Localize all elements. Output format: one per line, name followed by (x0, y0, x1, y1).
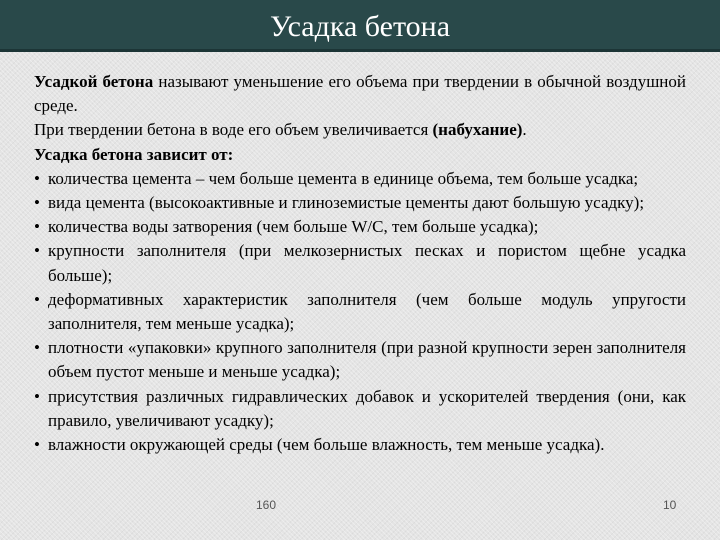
intro-paragraph (34, 70, 686, 118)
bullet: • (34, 435, 40, 455)
list-item (34, 239, 686, 287)
page-number: 10 (663, 498, 677, 512)
list-item (34, 167, 686, 191)
list-item-text: деформативных характеристик заполнителя (чем больше модуль упругости заполнителя, тем меньше усадка); (48, 289, 686, 334)
list-item (34, 215, 686, 239)
list-item-text: количества цемента – чем больше цемента в единице объема, тем больше усадка; (48, 168, 639, 188)
list-item-text: крупности заполнителя (при мелкозернистых песках и пористом щебне усадка больше); (48, 241, 686, 285)
list-item (34, 336, 686, 384)
list-item-text: вида цемента (высокоактивные и глиноземистые цементы дают большую усадку); (48, 193, 645, 213)
bullet: • (34, 193, 40, 213)
depends-heading (34, 143, 686, 167)
intro-term: Усадкой бетона (34, 72, 154, 91)
water-paragraph (34, 118, 686, 142)
bullet: • (34, 241, 40, 261)
slide-body (34, 70, 686, 457)
list-item-text: количества воды затворения (чем больше W/C, тем больше усадка); (48, 217, 539, 237)
swelling-term: (набухание) (432, 120, 523, 140)
slide-title: Усадка бетона (269, 10, 451, 43)
bullet: • (34, 386, 40, 406)
title-bar (0, 0, 720, 52)
water-text: При твердении бетона в воде его объем увеличивается (34, 120, 433, 140)
page-number-overlay: 160 (256, 498, 277, 512)
water-end: . (522, 120, 527, 140)
bullet: • (34, 217, 40, 237)
bullet: • (34, 168, 40, 188)
factor-list (34, 167, 686, 457)
bullet: • (34, 289, 40, 309)
intro-definition: называют уменьшение его объема при твердении в обычной воздушной среде. (34, 72, 686, 116)
list-item (34, 433, 686, 457)
list-item (34, 191, 686, 215)
list-item-text: влажности окружающей среды (чем больше влажность, тем меньше усадка). (48, 435, 605, 455)
bullet: • (34, 338, 40, 358)
depends-heading-text: Усадка бетона зависит от: (34, 144, 234, 164)
list-item-text: присутствия различных гидравлических добавок и ускорителей твердения (они, как правило, увеличивают усадку); (48, 386, 686, 430)
list-item (34, 385, 686, 433)
list-item-text: плотности «упаковки» крупного заполнителя (при разной крупности зерен заполнителя объем пустот меньше и меньше усадка); (48, 338, 686, 382)
list-item (34, 288, 686, 336)
